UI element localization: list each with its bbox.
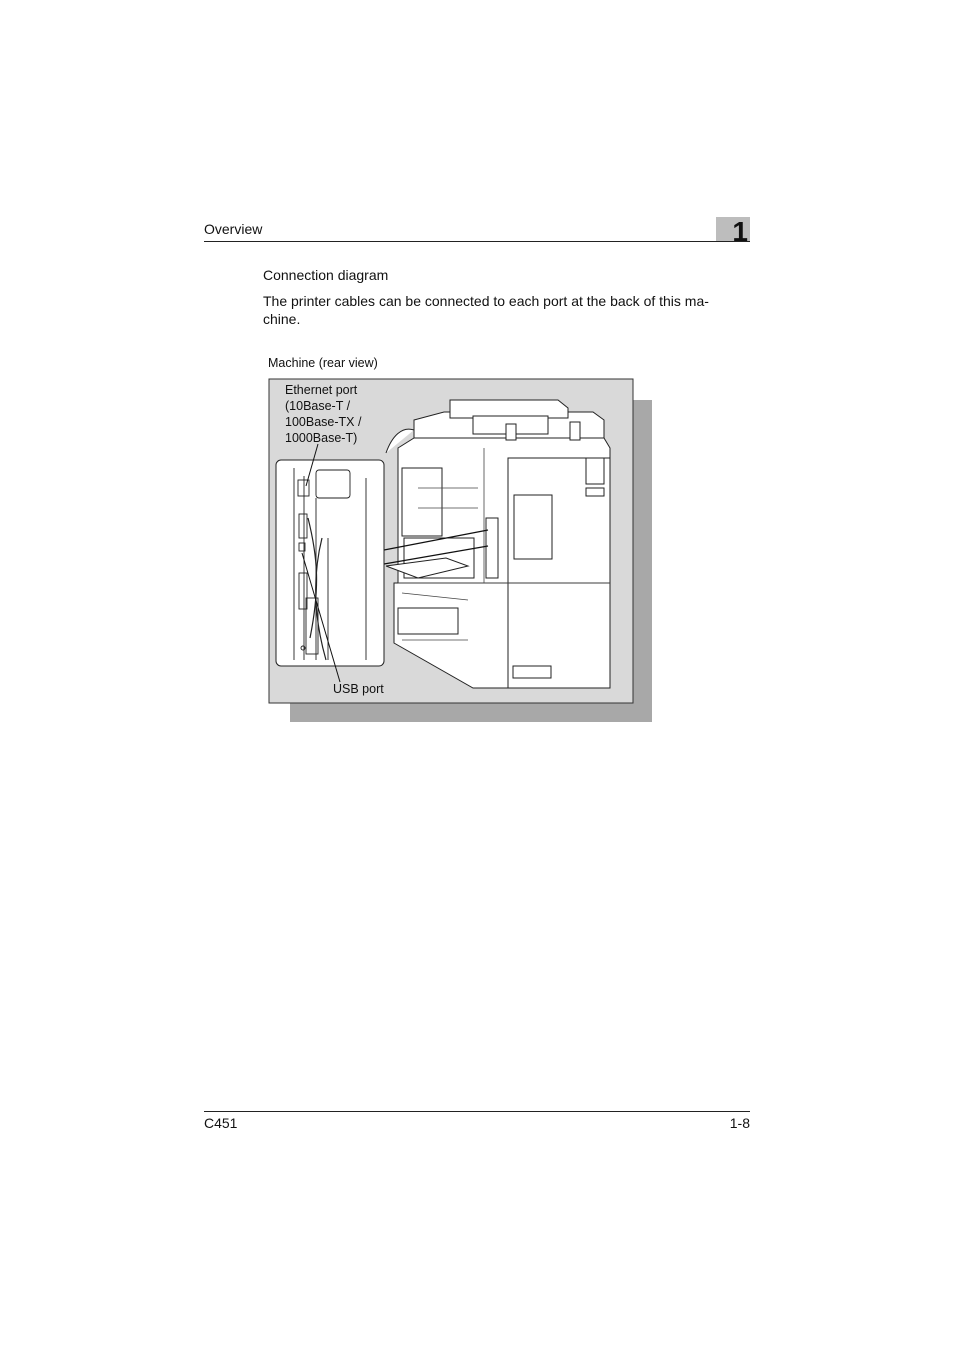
header-title: Overview xyxy=(204,221,263,237)
footer-page-number: 1-8 xyxy=(729,1115,750,1131)
section-heading: Connection diagram xyxy=(263,267,389,283)
usb-port-label: USB port xyxy=(333,682,384,696)
footer-rule xyxy=(204,1111,750,1112)
chapter-number-badge: 1 xyxy=(716,217,750,241)
footer-model: C451 xyxy=(204,1115,238,1131)
ethernet-port-label: Ethernet port (10Base-T / 100Base-TX / 1000Base-T) xyxy=(285,383,362,445)
header-rule xyxy=(204,241,750,242)
figure-caption: Machine (rear view) xyxy=(268,356,378,370)
connection-diagram-figure xyxy=(268,378,658,728)
body-paragraph: The printer cables can be connected to each port at the back of this ma-chine. xyxy=(263,293,709,327)
